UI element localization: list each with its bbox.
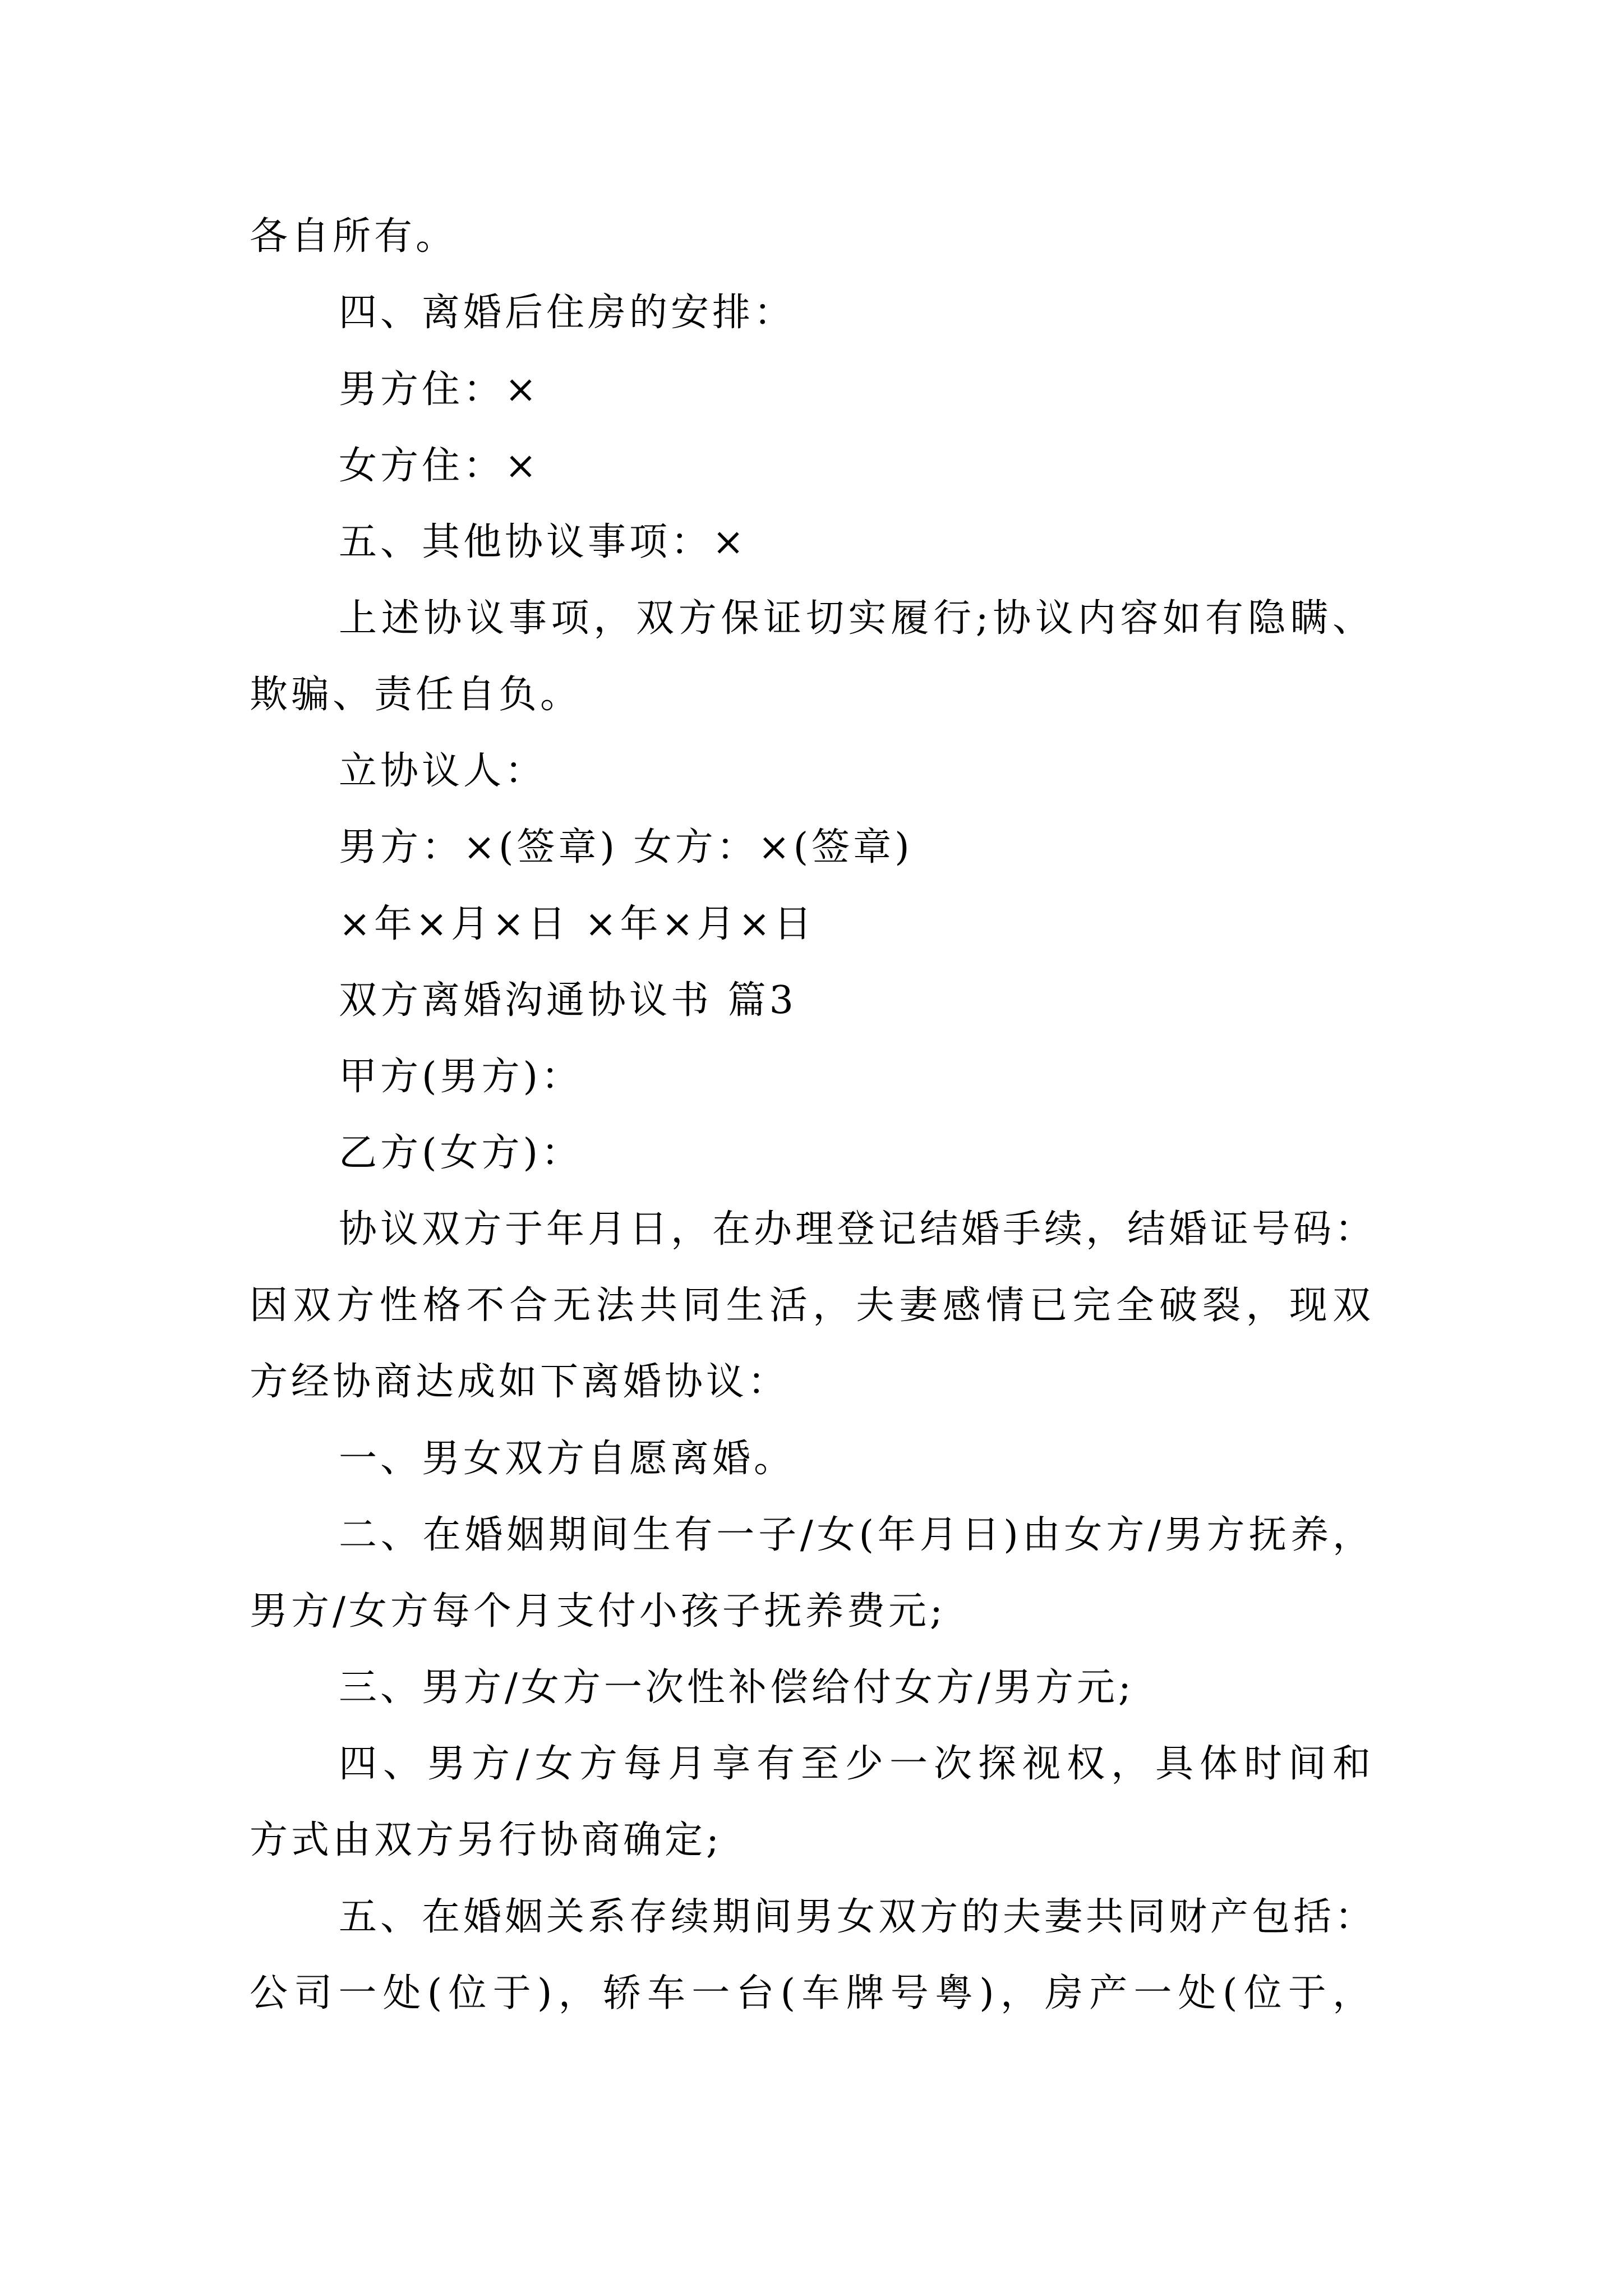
text-line: 四、男方/女方每月享有至少一次探视权，具体时间和 bbox=[339, 1742, 1374, 1786]
section-heading: 双方离婚沟通协议书 篇3 bbox=[339, 978, 797, 1023]
text-line: 协议双方于年月日，在办理登记结婚手续，结婚证号码： bbox=[339, 1207, 1377, 1251]
text-line: 各自所有。 bbox=[250, 214, 458, 259]
text-line: 欺骗、责任自负。 bbox=[250, 673, 582, 717]
text-line: 四、离婚后住房的安排： bbox=[339, 291, 796, 335]
text-line: 女方住：× bbox=[339, 444, 540, 488]
text-line: 甲方(男方)： bbox=[339, 1055, 583, 1099]
text-line: 上述协议事项，双方保证切实履行;协议内容如有隐瞒、 bbox=[339, 596, 1374, 641]
text-line: 因双方性格不合无法共同生活，夫妻感情已完全破裂，现双 bbox=[250, 1283, 1374, 1328]
text-line: 五、在婚姻关系存续期间男女双方的夫妻共同财产包括： bbox=[339, 1895, 1377, 1939]
text-line: 三、男方/女方一次性补偿给付女方/男方元; bbox=[339, 1665, 1135, 1710]
text-line: 男方住：× bbox=[339, 367, 540, 412]
text-line: 男方/女方每个月支付小孩子抚养费元; bbox=[250, 1589, 946, 1634]
text-line: 二、在婚姻期间生有一子/女(年月日)由女方/男方抚养， bbox=[339, 1513, 1374, 1557]
text-line: 男方：×(签章) 女方：×(签章) bbox=[339, 825, 913, 869]
text-line: 乙方(女方)： bbox=[339, 1131, 583, 1175]
text-line: 公司一处(位于)，轿车一台(车牌号粤)，房产一处(位于， bbox=[250, 1971, 1374, 2016]
text-line: 方经协商达成如下离婚协议： bbox=[250, 1360, 790, 1404]
text-line: 立协议人： bbox=[339, 749, 547, 793]
text-line: 方式由双方另行协商确定; bbox=[250, 1818, 722, 1862]
text-line: 五、其他协议事项：× bbox=[339, 520, 748, 564]
text-line: 一、男女双方自愿离婚。 bbox=[339, 1437, 796, 1481]
text-line: ×年×月×日 ×年×月×日 bbox=[339, 902, 815, 946]
